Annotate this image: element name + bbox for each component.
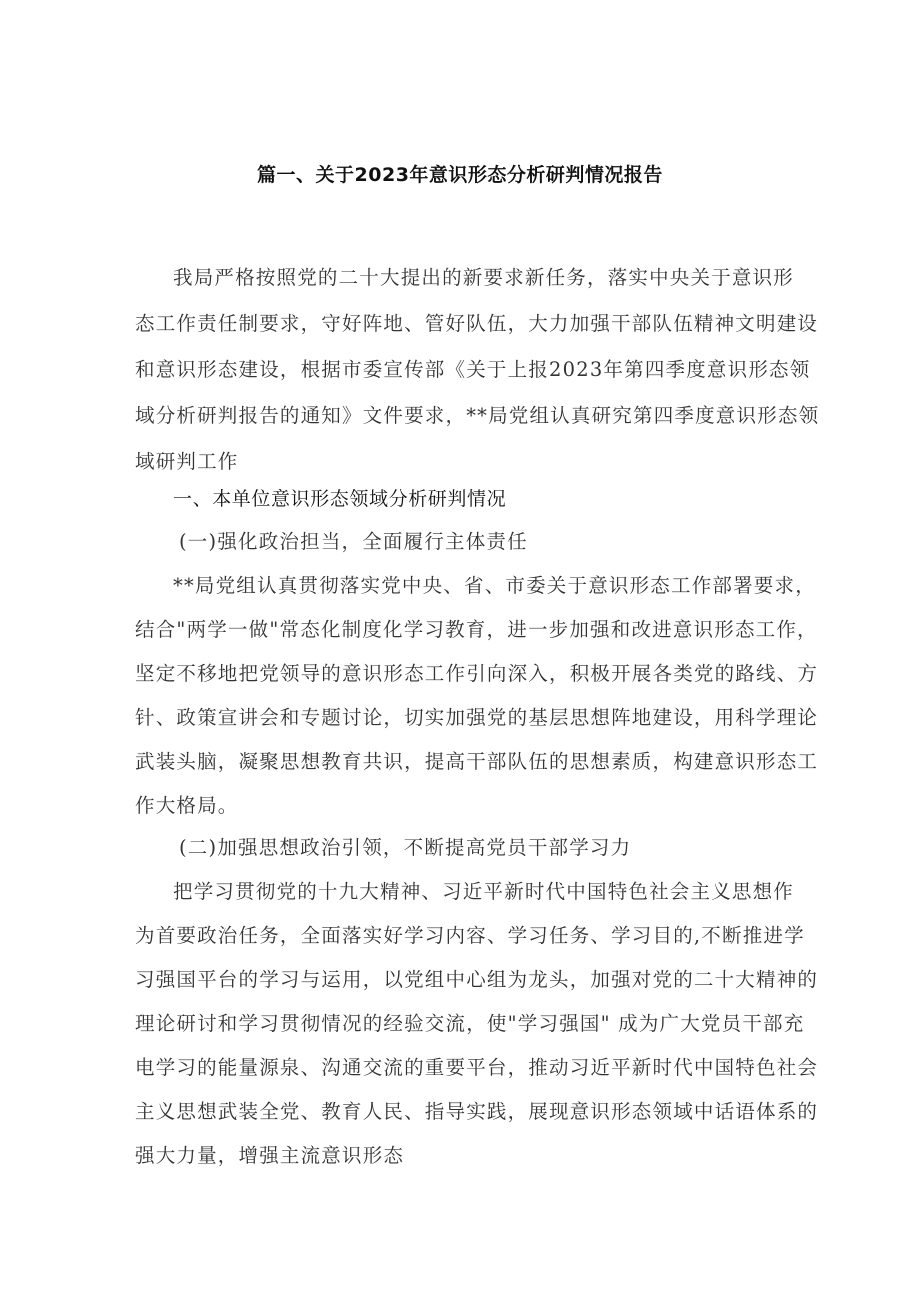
paragraph-line: 把学习贯彻党的十九大精神、习近平新时代中国特色社会主义思想作	[173, 880, 795, 903]
document-title: 篇一、关于2023年意识形态分析研判情况报告	[257, 164, 663, 186]
paragraph-line: 针、政策宣讲会和专题讨论，切实加强党的基层思想阵地建设，用科学理论	[135, 706, 819, 729]
paragraph-line: 态工作责任制要求，守好阵地、管好队伍，大力加强干部队伍精神文明建设	[135, 312, 819, 335]
paragraph-line: 坚定不移地把党领导的意识形态工作引向深入，积极开展各类党的路线、方	[135, 662, 819, 685]
paragraph-line: 电学习的能量源泉、沟通交流的重要平台，推动习近平新时代中国特色社会	[135, 1056, 819, 1079]
paragraph-line: 理论研讨和学习贯彻情况的经验交流，使"学习强国" 成为广大党员干部充	[135, 1012, 805, 1035]
paragraph-line: 域研判工作	[135, 450, 239, 473]
paragraph-line: 域分析研判报告的通知》文件要求，**局党组认真研究第四季度意识形态领	[135, 404, 820, 427]
paragraph-line: 和意识形态建设，根据市委宣传部《关于上报2023年第四季度意识形态领	[135, 358, 811, 381]
paragraph-line: 武装头脑，凝聚思想教育共识，提高干部队伍的思想素质，构建意识形态工	[135, 750, 819, 773]
subsection-heading: (一)强化政治担当，全面履行主体责任	[179, 530, 528, 553]
paragraph-line: 习强国平台的学习与运用，以党组中心组为龙头，加强对党的二十大精神的	[135, 968, 819, 991]
paragraph-line: 强大力量，增强主流意识形态	[135, 1144, 405, 1167]
paragraph-line: 结合"两学一做"常态化制度化学习教育，进一步加强和改进意识形态工作，	[135, 618, 818, 641]
subsection-heading: (二)加强思想政治引领，不断提高党员干部学习力	[179, 836, 632, 859]
paragraph-line: **局党组认真贯彻落实党中央、省、市委关于意识形态工作部署要求，	[173, 574, 816, 597]
paragraph-line: 主义思想武装全党、教育人民、指导实践，展现意识形态领域中话语体系的	[135, 1100, 819, 1123]
paragraph-line: 为首要政治任务，全面落实好学习内容、学习任务、学习目的,不断推进学	[135, 924, 805, 947]
paragraph-line: 我局严格按照党的二十大提出的新要求新任务，落实中央关于意识形	[173, 266, 795, 289]
paragraph-line: 作大格局。	[135, 794, 239, 817]
section-heading: 一、本单位意识形态领域分析研判情况	[173, 488, 507, 510]
